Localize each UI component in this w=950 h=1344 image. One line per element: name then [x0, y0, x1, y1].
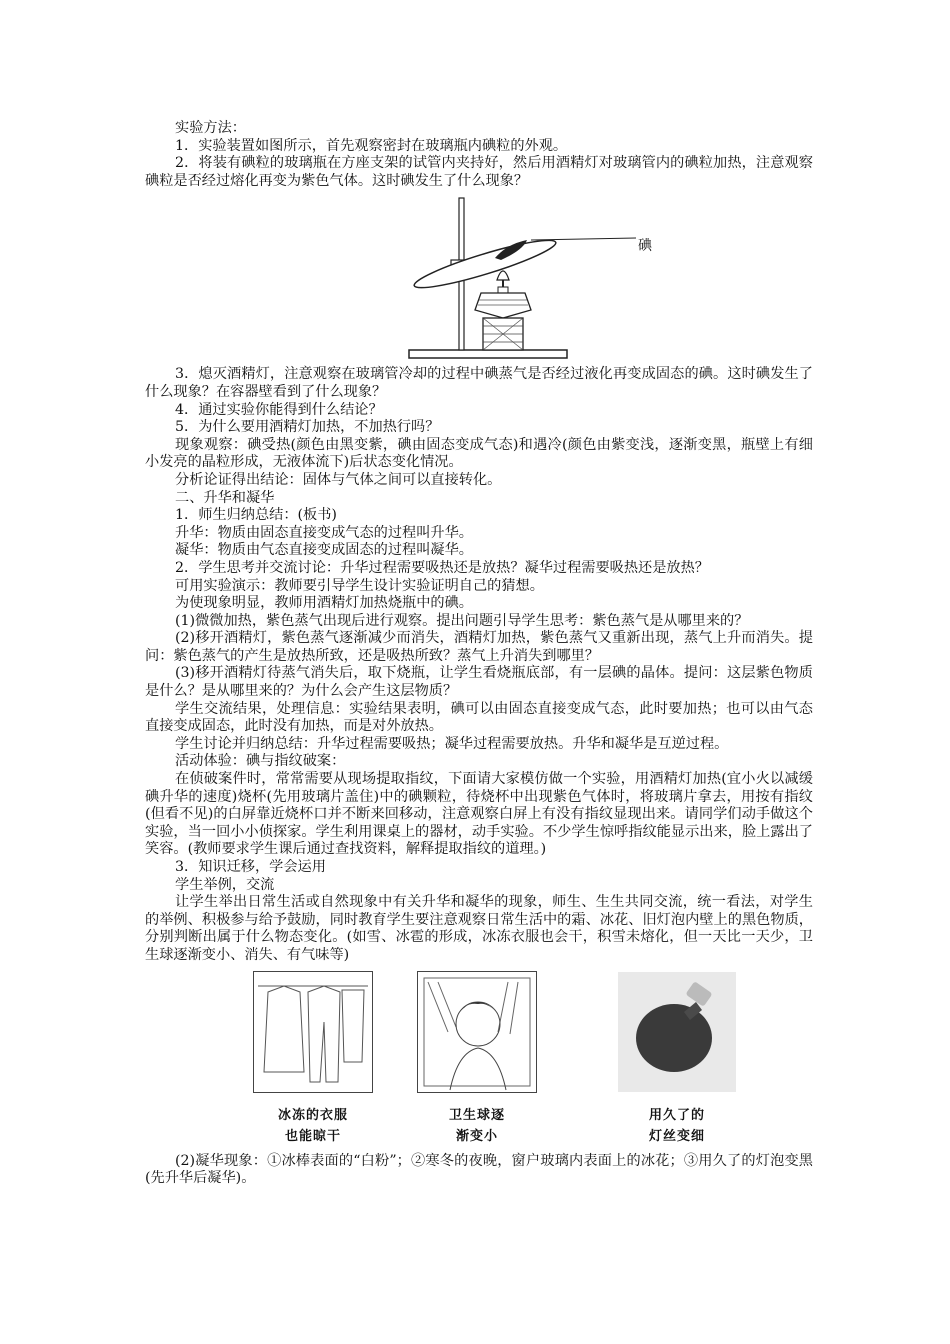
mothball-image — [417, 971, 537, 1093]
caption-line: 灯丝变细 — [648, 1128, 705, 1144]
paragraph: 活动体验：碘与指纹破案： — [175, 753, 346, 770]
iodine-label: 碘 — [638, 238, 652, 255]
paragraph: 为使现象明显，教师用酒精灯加热烧瓶中的碘。 — [175, 595, 473, 612]
paragraph: 4．通过实验你能得到什么结论？ — [175, 401, 383, 418]
caption-line: 卫生球逐 — [448, 1107, 505, 1123]
caption — [617, 1105, 737, 1147]
document-body — [145, 120, 813, 1188]
sublimation-pictures — [145, 971, 813, 1149]
picture-lightbulb — [617, 971, 737, 1147]
paragraph: 2．学生思考并交流讨论：升华过程需要吸热还是放热？凝华过程需要吸热还是放热？ — [175, 559, 709, 576]
paragraph: (2)移开酒精灯，紫色蒸气逐渐减少而消失，酒精灯加热，紫色蒸气又重新出现，蒸气上升而消失。提问：紫色蒸气的产生是放热所致，还是吸热所致？蒸气上升消失到哪里？ — [145, 630, 813, 664]
paragraph: 学生讨论并归纳总结：升华过程需要吸热；凝华过程需要放热。升华和凝华是互逆过程。 — [175, 735, 729, 752]
iodine-apparatus-figure — [145, 192, 813, 364]
picture-frozen-clothes — [253, 971, 373, 1147]
paragraph: 3．知识迁移，学会运用 — [175, 859, 326, 875]
paragraph: 1．师生归纳总结：(板书) — [175, 507, 337, 524]
paragraph: 在侦破案件时，常常需要从现场提取指纹，下面请大家模仿做一个实验，用酒精灯加热(宜小火以减缓碘升华的速度)烧杯(先用玻璃片盖住)中的碘颗粒，待烧杯中出现紫色气体时，将玻璃片拿去，用按有指纹(但看不见)的白屏靠近烧杯口并不断来回移动，注意观察白屏上有没有指纹显现出来。请同学们动手做这个实验，当一回小小侦探家。学生利用课桌上的器材，动手实验。不少学生惊呼指纹能显示出来，脸上露出了笑容。(教师要求学生课后通过查找资料，解释提取指纹的道理。) — [145, 771, 813, 858]
paragraph: 升华：物质由固态直接变成气态的过程叫升华。 — [175, 524, 473, 541]
caption-line: 渐变小 — [455, 1128, 498, 1144]
paragraph: (2)凝华现象：①冰棒表面的“白粉”；②寒冬的夜晚，窗户玻璃内表面上的冰花；③用久了的灯泡变黑(先升华后凝华)。 — [145, 1152, 813, 1187]
paragraph: 2．将装有碘粒的玻璃瓶在方座支架的试管内夹持好，然后用酒精灯对玻璃管内的碘粒加热，注意观察碘粒是否经过熔化再变为紫色气体。这时碘发生了什么现象？ — [145, 155, 813, 189]
lightbulb-image — [617, 971, 737, 1093]
paragraph: 可用实验演示：教师要引导学生设计实验证明自己的猜想。 — [175, 577, 544, 594]
section-heading: 二、升华和凝华 — [175, 489, 275, 506]
paragraph: 分析论证得出结论：固体与气体之间可以直接转化。 — [175, 471, 502, 488]
paragraph: 学生交流结果，处理信息：实验结果表明，碘可以由固态直接变成气态，此时要加热；也可以由气态直接变成固态，此时没有加热，而是对外放热。 — [145, 700, 813, 735]
caption — [253, 1105, 373, 1147]
paragraph: 凝华：物质由气态直接变成固态的过程叫凝华。 — [175, 542, 473, 559]
paragraph-group — [145, 366, 813, 964]
paragraph: 实验方法： — [175, 120, 246, 136]
paragraph: 现象观察：碘受热(颜色由黑变紫，碘由固态变成气态)和遇冷(颜色由紫变浅，逐渐变黑，瓶壁上有细小发亮的晶粒形成，无液体流下)后状态变化情况。 — [145, 436, 813, 471]
paragraph: 3．熄灭酒精灯，注意观察在玻璃管冷却的过程中碘蒸气是否经过液化再变成固态的碘。这时碘发生了什么现象？在容器壁看到了什么现象？ — [145, 366, 813, 400]
clothes-image — [253, 971, 373, 1093]
apparatus-drawing — [407, 192, 647, 364]
paragraph: 学生举例，交流 — [175, 876, 275, 893]
caption — [417, 1105, 537, 1147]
picture-mothball — [417, 971, 537, 1147]
paragraph: 5．为什么要用酒精灯加热，不加热行吗？ — [175, 419, 440, 436]
paragraph: (3)移开酒精灯待蒸气消失后，取下烧瓶，让学生看烧瓶底部，有一层碘的晶体。提问：这层紫色物质是什么？是从哪里来的？为什么会产生这层物质？ — [145, 665, 813, 700]
caption-line: 也能晾干 — [284, 1128, 341, 1144]
paragraph: 让学生举出日常生活或自然现象中有关升华和凝华的现象，师生、生生共同交流，统一看法，对学生的举例、积极参与给予鼓励，同时教育学生要注意观察日常生活中的霜、冰花、旧灯泡内壁上的黑色物质，分别判断出属于什么物态变化。(如雪、冰雹的形成，冰冻衣服也会干，积雪未熔化，但一天比一天少，卫生球逐渐变小、消失、有气味等) — [145, 894, 813, 963]
caption-line: 冰冻的衣服 — [277, 1107, 348, 1123]
caption-line: 用久了的 — [648, 1107, 705, 1123]
paragraph: (1)微微加热，紫色蒸气出现后进行观察。提出问题引导学生思考：紫色蒸气是从哪里来的？ — [175, 612, 749, 629]
paragraph: 1．实验装置如图所示，首先观察密封在玻璃瓶内碘粒的外观。 — [175, 137, 568, 154]
